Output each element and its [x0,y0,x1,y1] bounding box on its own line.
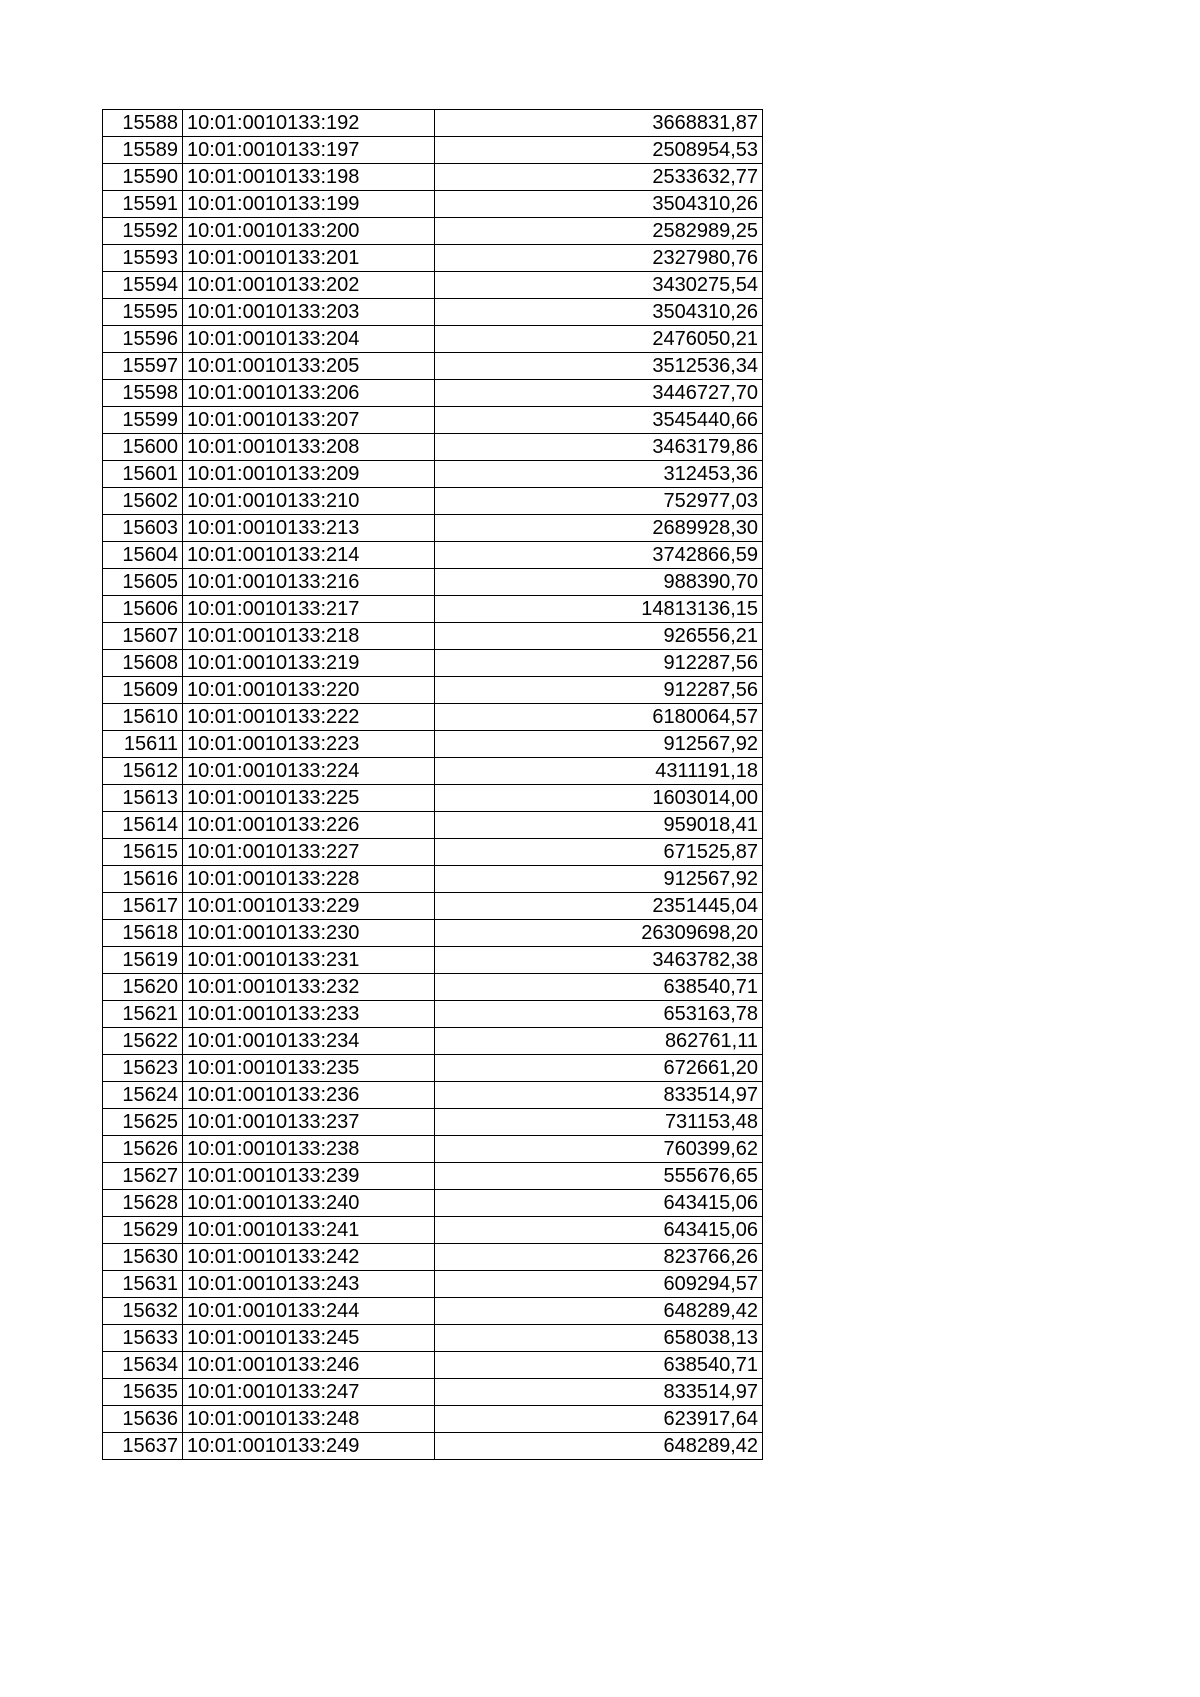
row-number-cell: 15619 [103,947,183,974]
cadastral-number-cell: 10:01:0010133:249 [183,1433,435,1460]
cadastral-number-cell: 10:01:0010133:210 [183,488,435,515]
value-cell: 731153,48 [435,1109,763,1136]
cadastral-number-cell: 10:01:0010133:241 [183,1217,435,1244]
cadastral-number-cell: 10:01:0010133:199 [183,191,435,218]
value-cell: 623917,64 [435,1406,763,1433]
table-row [103,1217,763,1244]
cadastral-number-cell: 10:01:0010133:192 [183,110,435,137]
cadastral-number-cell: 10:01:0010133:233 [183,1001,435,1028]
cadastral-number-cell: 10:01:0010133:205 [183,353,435,380]
row-number-cell: 15607 [103,623,183,650]
value-cell: 823766,26 [435,1244,763,1271]
table-row [103,1271,763,1298]
row-number-cell: 15589 [103,137,183,164]
row-number-cell: 15596 [103,326,183,353]
cadastral-number-cell: 10:01:0010133:225 [183,785,435,812]
value-cell: 2689928,30 [435,515,763,542]
cadastral-number-cell: 10:01:0010133:245 [183,1325,435,1352]
table-row [103,272,763,299]
table-row [103,353,763,380]
cadastral-number-cell: 10:01:0010133:197 [183,137,435,164]
value-cell: 912287,56 [435,650,763,677]
value-cell: 648289,42 [435,1433,763,1460]
table-row [103,488,763,515]
row-number-cell: 15608 [103,650,183,677]
value-cell: 3504310,26 [435,299,763,326]
value-cell: 648289,42 [435,1298,763,1325]
value-cell: 833514,97 [435,1082,763,1109]
row-number-cell: 15617 [103,893,183,920]
value-cell: 643415,06 [435,1217,763,1244]
value-cell: 638540,71 [435,1352,763,1379]
row-number-cell: 15588 [103,110,183,137]
cadastral-number-cell: 10:01:0010133:202 [183,272,435,299]
row-number-cell: 15610 [103,704,183,731]
cadastral-number-cell: 10:01:0010133:209 [183,461,435,488]
row-number-cell: 15595 [103,299,183,326]
row-number-cell: 15592 [103,218,183,245]
table-row [103,1082,763,1109]
table-row [103,677,763,704]
cadastral-number-cell: 10:01:0010133:226 [183,812,435,839]
table-row [103,569,763,596]
row-number-cell: 15631 [103,1271,183,1298]
row-number-cell: 15635 [103,1379,183,1406]
value-cell: 862761,11 [435,1028,763,1055]
table-row [103,785,763,812]
table-row [103,137,763,164]
cadastral-number-cell: 10:01:0010133:238 [183,1136,435,1163]
table-row [103,1298,763,1325]
row-number-cell: 15591 [103,191,183,218]
value-cell: 833514,97 [435,1379,763,1406]
value-cell: 2476050,21 [435,326,763,353]
row-number-cell: 15630 [103,1244,183,1271]
row-number-cell: 15628 [103,1190,183,1217]
value-cell: 912287,56 [435,677,763,704]
cadastral-number-cell: 10:01:0010133:243 [183,1271,435,1298]
value-cell: 3463782,38 [435,947,763,974]
cadastral-number-cell: 10:01:0010133:219 [183,650,435,677]
row-number-cell: 15612 [103,758,183,785]
row-number-cell: 15604 [103,542,183,569]
row-number-cell: 15601 [103,461,183,488]
row-number-cell: 15605 [103,569,183,596]
cadastral-number-cell: 10:01:0010133:239 [183,1163,435,1190]
cadastral-number-cell: 10:01:0010133:231 [183,947,435,974]
cadastral-number-cell: 10:01:0010133:230 [183,920,435,947]
cadastral-number-cell: 10:01:0010133:204 [183,326,435,353]
table-row [103,839,763,866]
value-cell: 3742866,59 [435,542,763,569]
value-cell: 926556,21 [435,623,763,650]
row-number-cell: 15602 [103,488,183,515]
row-number-cell: 15611 [103,731,183,758]
row-number-cell: 15625 [103,1109,183,1136]
row-number-cell: 15627 [103,1163,183,1190]
cadastral-number-cell: 10:01:0010133:214 [183,542,435,569]
value-cell: 638540,71 [435,974,763,1001]
value-cell: 760399,62 [435,1136,763,1163]
cadastral-number-cell: 10:01:0010133:207 [183,407,435,434]
row-number-cell: 15616 [103,866,183,893]
table-row [103,218,763,245]
table-row [103,1001,763,1028]
value-cell: 3463179,86 [435,434,763,461]
row-number-cell: 15609 [103,677,183,704]
table-row [103,947,763,974]
row-number-cell: 15613 [103,785,183,812]
table-row [103,1325,763,1352]
table-body [103,110,763,1460]
row-number-cell: 15626 [103,1136,183,1163]
cadastral-number-cell: 10:01:0010133:240 [183,1190,435,1217]
table-row [103,164,763,191]
cadastral-number-cell: 10:01:0010133:218 [183,623,435,650]
row-number-cell: 15623 [103,1055,183,1082]
cadastral-number-cell: 10:01:0010133:247 [183,1379,435,1406]
cadastral-number-cell: 10:01:0010133:206 [183,380,435,407]
cadastral-number-cell: 10:01:0010133:228 [183,866,435,893]
table-row [103,1406,763,1433]
row-number-cell: 15593 [103,245,183,272]
table-row [103,1028,763,1055]
cadastral-number-cell: 10:01:0010133:223 [183,731,435,758]
value-cell: 609294,57 [435,1271,763,1298]
row-number-cell: 15636 [103,1406,183,1433]
table-row [103,299,763,326]
row-number-cell: 15590 [103,164,183,191]
table-row [103,461,763,488]
cadastral-number-cell: 10:01:0010133:229 [183,893,435,920]
cadastral-number-cell: 10:01:0010133:248 [183,1406,435,1433]
value-cell: 14813136,15 [435,596,763,623]
value-cell: 312453,36 [435,461,763,488]
row-number-cell: 15622 [103,1028,183,1055]
row-number-cell: 15632 [103,1298,183,1325]
table-row [103,866,763,893]
row-number-cell: 15598 [103,380,183,407]
row-number-cell: 15633 [103,1325,183,1352]
cadastral-number-cell: 10:01:0010133:236 [183,1082,435,1109]
cadastral-number-cell: 10:01:0010133:232 [183,974,435,1001]
value-cell: 3446727,70 [435,380,763,407]
value-cell: 1603014,00 [435,785,763,812]
value-cell: 671525,87 [435,839,763,866]
table-row [103,1379,763,1406]
row-number-cell: 15637 [103,1433,183,1460]
cadastral-number-cell: 10:01:0010133:234 [183,1028,435,1055]
data-table [102,109,763,1460]
cadastral-number-cell: 10:01:0010133:198 [183,164,435,191]
value-cell: 988390,70 [435,569,763,596]
table-row [103,1109,763,1136]
row-number-cell: 15621 [103,1001,183,1028]
table-row [103,407,763,434]
table-row [103,1352,763,1379]
cadastral-number-cell: 10:01:0010133:224 [183,758,435,785]
row-number-cell: 15634 [103,1352,183,1379]
table-row [103,974,763,1001]
row-number-cell: 15629 [103,1217,183,1244]
row-number-cell: 15599 [103,407,183,434]
value-cell: 912567,92 [435,731,763,758]
row-number-cell: 15618 [103,920,183,947]
cadastral-number-cell: 10:01:0010133:216 [183,569,435,596]
value-cell: 959018,41 [435,812,763,839]
value-cell: 555676,65 [435,1163,763,1190]
value-cell: 6180064,57 [435,704,763,731]
cadastral-number-cell: 10:01:0010133:201 [183,245,435,272]
cadastral-number-cell: 10:01:0010133:227 [183,839,435,866]
value-cell: 2533632,77 [435,164,763,191]
value-cell: 3668831,87 [435,110,763,137]
table-row [103,380,763,407]
value-cell: 2508954,53 [435,137,763,164]
row-number-cell: 15600 [103,434,183,461]
row-number-cell: 15606 [103,596,183,623]
value-cell: 2327980,76 [435,245,763,272]
table-row [103,920,763,947]
cadastral-number-cell: 10:01:0010133:217 [183,596,435,623]
table-row [103,623,763,650]
value-cell: 752977,03 [435,488,763,515]
table-row [103,110,763,137]
cadastral-number-cell: 10:01:0010133:200 [183,218,435,245]
table-row [103,515,763,542]
value-cell: 26309698,20 [435,920,763,947]
value-cell: 672661,20 [435,1055,763,1082]
table-row [103,434,763,461]
table-row [103,731,763,758]
value-cell: 3545440,66 [435,407,763,434]
table-row [103,812,763,839]
table-row [103,191,763,218]
table-row [103,1055,763,1082]
table-row [103,1163,763,1190]
value-cell: 658038,13 [435,1325,763,1352]
value-cell: 3430275,54 [435,272,763,299]
cadastral-number-cell: 10:01:0010133:208 [183,434,435,461]
cadastral-number-cell: 10:01:0010133:244 [183,1298,435,1325]
value-cell: 3504310,26 [435,191,763,218]
row-number-cell: 15597 [103,353,183,380]
table-row [103,1136,763,1163]
table-row [103,650,763,677]
row-number-cell: 15614 [103,812,183,839]
cadastral-number-cell: 10:01:0010133:246 [183,1352,435,1379]
table-row [103,1190,763,1217]
table-row [103,758,763,785]
value-cell: 4311191,18 [435,758,763,785]
cadastral-number-cell: 10:01:0010133:235 [183,1055,435,1082]
value-cell: 653163,78 [435,1001,763,1028]
cadastral-number-cell: 10:01:0010133:222 [183,704,435,731]
cadastral-number-cell: 10:01:0010133:237 [183,1109,435,1136]
row-number-cell: 15603 [103,515,183,542]
table-row [103,1244,763,1271]
row-number-cell: 15624 [103,1082,183,1109]
cadastral-number-cell: 10:01:0010133:213 [183,515,435,542]
table-row [103,245,763,272]
cadastral-number-cell: 10:01:0010133:203 [183,299,435,326]
row-number-cell: 15620 [103,974,183,1001]
value-cell: 2351445,04 [435,893,763,920]
table-row [103,596,763,623]
table-row [103,704,763,731]
row-number-cell: 15594 [103,272,183,299]
cadastral-number-cell: 10:01:0010133:220 [183,677,435,704]
row-number-cell: 15615 [103,839,183,866]
value-cell: 3512536,34 [435,353,763,380]
table-row [103,326,763,353]
value-cell: 643415,06 [435,1190,763,1217]
value-cell: 912567,92 [435,866,763,893]
value-cell: 2582989,25 [435,218,763,245]
cadastral-number-cell: 10:01:0010133:242 [183,1244,435,1271]
table-row [103,542,763,569]
table-row [103,1433,763,1460]
table-row [103,893,763,920]
